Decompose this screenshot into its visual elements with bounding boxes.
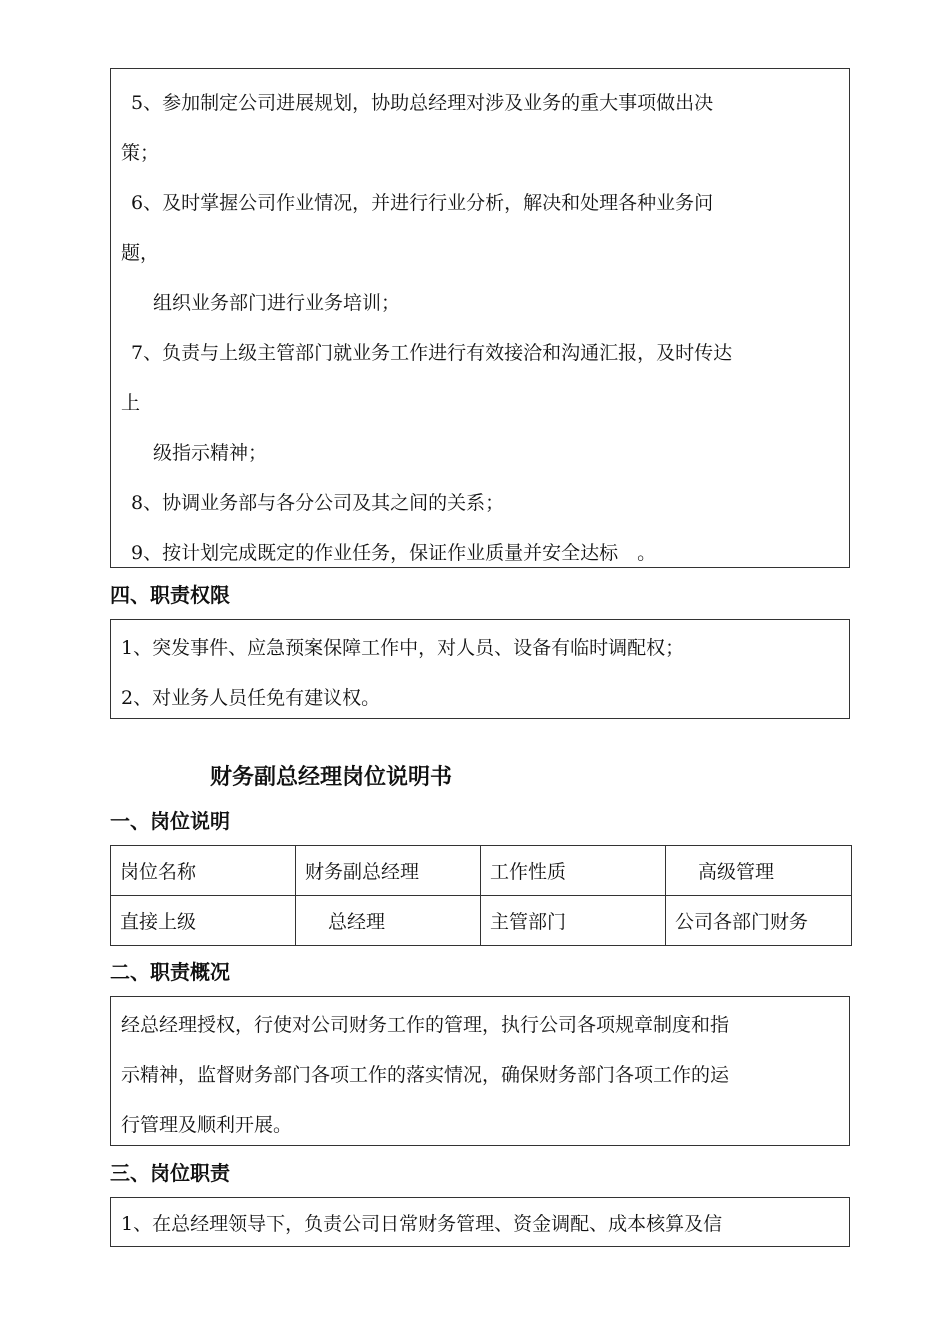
table-row (111, 846, 852, 896)
overview-box (110, 996, 850, 1146)
section-heading-authority: 四、职责权限 (110, 583, 230, 607)
document-title: 财务副总经理岗位说明书 (210, 765, 453, 790)
duty-line: 8、协调业务部与各分公司及其之间的关系； (131, 492, 505, 514)
table-cell: 财务副总经理 (296, 846, 481, 896)
duty-line: 6、及时掌握公司作业情况，并进行行业分析，解决和处理各种业务问 (131, 192, 714, 214)
authority-line: 2、对业务人员任免有建议权。 (121, 687, 381, 709)
table-cell: 岗位名称 (111, 846, 296, 896)
table-cell: 高级管理 (666, 846, 852, 896)
table-cell: 主管部门 (481, 896, 666, 946)
duty-line: 题， (121, 242, 160, 264)
overview-line: 行管理及顺利开展。 (121, 1114, 293, 1136)
section-heading-duties: 三、岗位职责 (110, 1161, 230, 1185)
duty-line: 组织业务部门进行业务培训； (153, 292, 401, 314)
duty-line: 1、在总经理领导下，负责公司日常财务管理、资金调配、成本核算及信 (121, 1213, 723, 1235)
duty-line: 9、按计划完成既定的作业任务，保证作业质量并安全达标 。 (131, 542, 657, 564)
duty-line: 5、参加制定公司进展规划，协助总经理对涉及业务的重大事项做出决 (131, 92, 714, 114)
duties-continued-box (110, 68, 850, 568)
authority-line: 1、突发事件、应急预案保障工作中，对人员、设备有临时调配权； (121, 637, 685, 659)
section-heading-position: 一、岗位说明 (110, 809, 230, 833)
table-cell: 工作性质 (481, 846, 666, 896)
table-cell: 总经理 (296, 896, 481, 946)
position-info-table (110, 845, 852, 946)
authority-box (110, 619, 850, 719)
duty-line: 策； (121, 142, 160, 164)
overview-line: 示精神，监督财务部门各项工作的落实情况，确保财务部门各项工作的运 (121, 1064, 730, 1086)
section-heading-overview: 二、职责概况 (110, 960, 230, 984)
table-cell: 直接上级 (111, 896, 296, 946)
duty-line: 级指示精神； (153, 442, 268, 464)
duties-box (110, 1197, 850, 1247)
table-cell: 公司各部门财务 (666, 896, 852, 946)
overview-line: 经总经理授权，行使对公司财务工作的管理，执行公司各项规章制度和指 (121, 1014, 730, 1036)
duty-line: 7、负责与上级主管部门就业务工作进行有效接洽和沟通汇报，及时传达 (131, 342, 733, 364)
table-row (111, 896, 852, 946)
duty-line: 上 (121, 392, 141, 414)
